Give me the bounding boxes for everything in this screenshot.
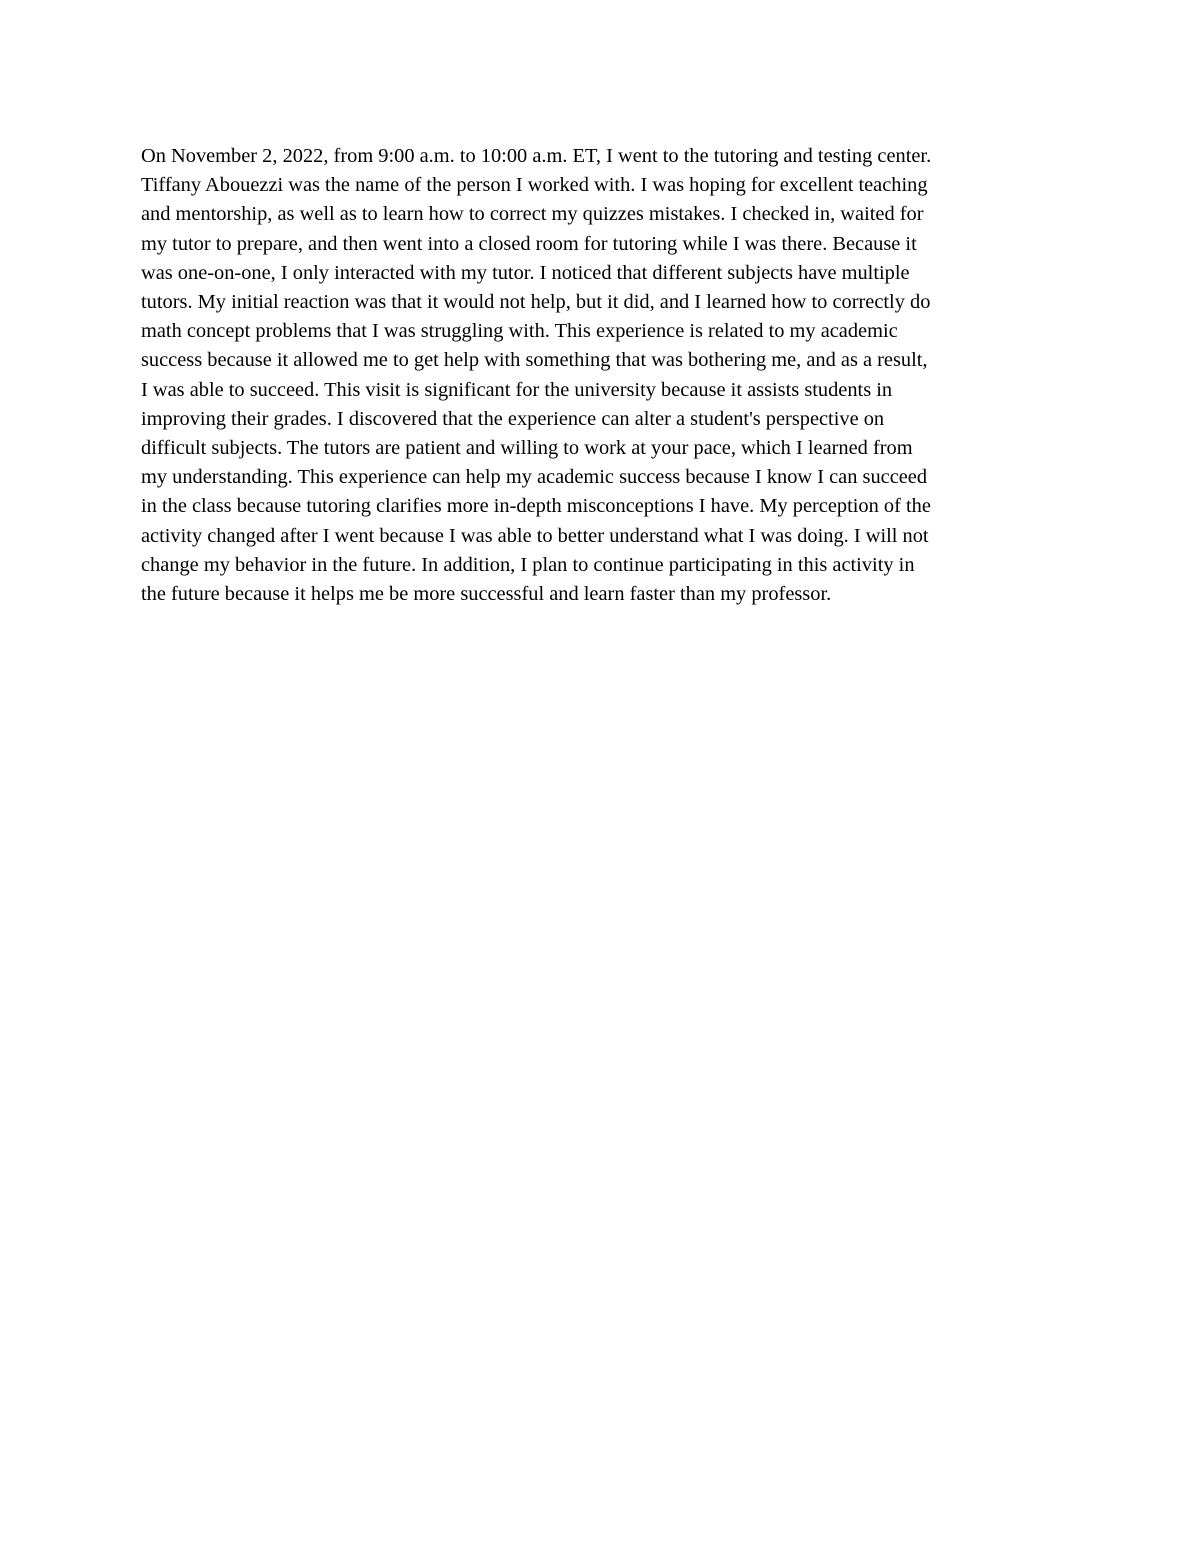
- paragraph-line: success because it allowed me to get help with something that was bothering me, and as a result,: [141, 349, 928, 372]
- body-paragraph: [141, 142, 1071, 609]
- paragraph-line: Tiffany Abouezzi was the name of the person I worked with. I was hoping for excellent teaching: [141, 174, 928, 197]
- paragraph-line: and mentorship, as well as to learn how to correct my quizzes mistakes. I checked in, waited for: [141, 203, 924, 226]
- paragraph-line: I was able to succeed. This visit is significant for the university because it assists students in: [141, 378, 893, 401]
- paragraph-line: math concept problems that I was struggling with. This experience is related to my academic: [141, 320, 898, 343]
- paragraph-line: difficult subjects. The tutors are patient and willing to work at your pace, which I learned from: [141, 437, 913, 460]
- paragraph-line: my understanding. This experience can help my academic success because I know I can succeed: [141, 466, 928, 489]
- paragraph-line: On November 2, 2022, from 9:00 a.m. to 10:00 a.m. ET, I went to the tutoring and testing center.: [141, 145, 932, 167]
- paragraph-line: change my behavior in the future. In addition, I plan to continue participating in this activity in: [141, 553, 915, 576]
- paragraph-line: tutors. My initial reaction was that it would not help, but it did, and I learned how to correctly do: [141, 291, 931, 314]
- paragraph-line: my tutor to prepare, and then went into a closed room for tutoring while I was there. Because it: [141, 232, 917, 255]
- paragraph-line: activity changed after I went because I was able to better understand what I was doing. I will not: [141, 524, 929, 547]
- paragraph-line: in the class because tutoring clarifies more in-depth misconceptions I have. My perception of the: [141, 495, 931, 518]
- paragraph-line: the future because it helps me be more successful and learn faster than my professor.: [141, 583, 832, 606]
- paragraph-line: was one-on-one, I only interacted with my tutor. I noticed that different subjects have multiple: [141, 261, 910, 284]
- paragraph-line: improving their grades. I discovered that the experience can alter a student's perspective on: [141, 407, 885, 430]
